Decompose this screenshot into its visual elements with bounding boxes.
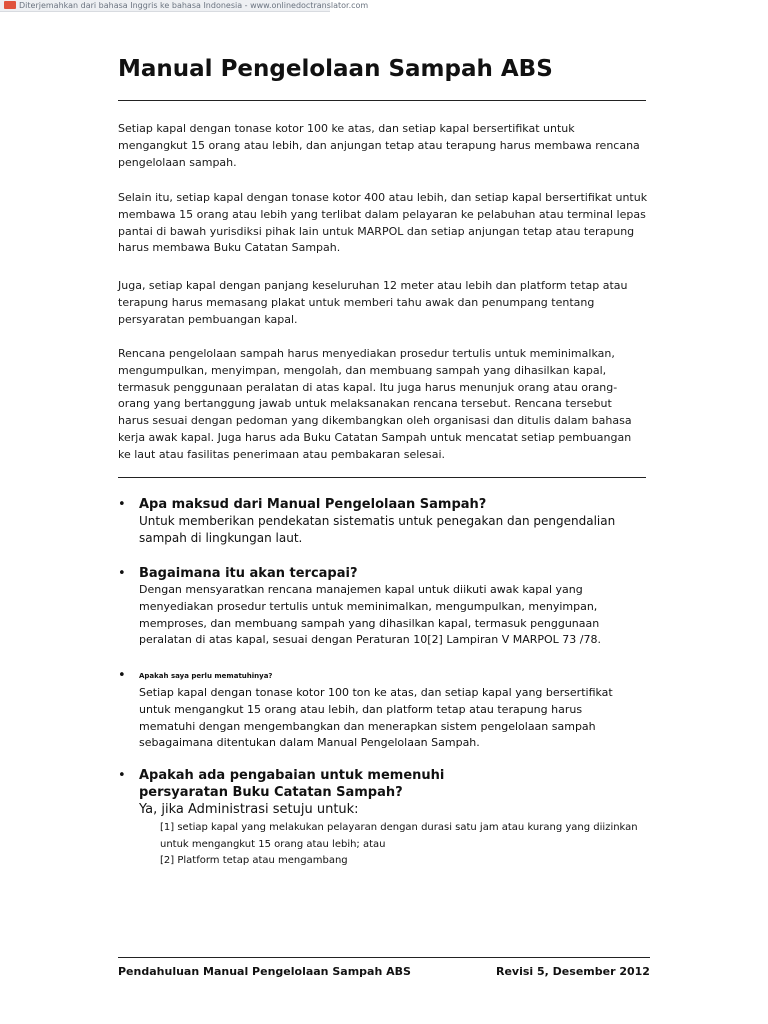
- answer-2: Dengan mensyaratkan rencana manajemen kapal untuk diikuti awak kapal yang menyediakan prosedur tertulis untuk meminimalkan, mengumpulkan, menyimpan, memproses, dan membuang sampah yang dihasilkan kapal, termasuk penggunaan peralatan di atas kapal, sesuai dengan Peraturan 10[2] Lampiran V MARPOL 73 /78.: [139, 583, 601, 647]
- question-1: Apa maksud dari Manual Pengelolaan Sampah?: [139, 497, 487, 512]
- qa-item-1: [139, 496, 639, 546]
- footer-revision: Revisi 5, Desember 2012: [496, 965, 650, 978]
- footer-title: Pendahuluan Manual Pengelolaan Sampah ABS: [118, 965, 411, 978]
- question-3: Apakah saya perlu mematuhinya?: [139, 672, 273, 680]
- page-title: Manual Pengelolaan Sampah ABS: [118, 56, 553, 82]
- section-divider: [118, 477, 646, 478]
- qa-4-sublist: [139, 820, 659, 870]
- answer-3: Setiap kapal dengan tonase kotor 100 ton ke atas, dan setiap kapal yang bersertifikat untuk mengangkut 15 orang atau lebih, dan platform tetap atau terapung harus mematuhi dengan mengembangkan dan menerapkan sistem pengelolaan sampah sebagaimana ditentukan dalam Manual Pengelolaan Sampah.: [139, 686, 613, 750]
- answer-1: Untuk memberikan pendekatan sistematis untuk penegakan dan pengendalian sampah di lingkungan laut.: [139, 514, 616, 545]
- translator-logo-icon: [4, 1, 16, 9]
- sublist-item-1-continued: untuk mengangkut 15 orang atau lebih; atau: [160, 838, 386, 850]
- qa-item-4: [139, 767, 534, 818]
- paragraph-4: Rencana pengelolaan sampah harus menyediakan prosedur tertulis untuk meminimalkan, mengumpulkan, menyimpan, mengolah, dan membuang sampah yang dihasilkan kapal, termasuk penggunaan peralatan di atas kapal. Itu juga harus menunjuk orang atau orang-orang yang bertanggung jawab untuk melaksanakan rencana tersebut. Rencana tersebut harus sesuai dengan pedoman yang dikembangkan oleh organisasi dan ditulis dalam bahasa kerja awak kapal. Juga harus ada Buku Catatan Sampah untuk mencatat setiap pembuangan ke laut atau fasilitas penerimaan atau pembakaran selesai.: [118, 347, 632, 461]
- paragraph-3: Juga, setiap kapal dengan panjang keseluruhan 12 meter atau lebih dan platform tetap atau terapung harus memasang plakat untuk memberi tahu awak dan penumpang tentang persyaratan pembuangan kapal.: [118, 279, 628, 326]
- title-divider: [118, 100, 646, 101]
- qa-item-2: [139, 565, 639, 649]
- question-4: Apakah ada pengabaian untuk memenuhi persyaratan Buku Catatan Sampah?: [139, 768, 445, 800]
- footer-divider: [118, 957, 650, 958]
- sublist-item-2: [2] Platform tetap atau mengambang: [160, 855, 348, 866]
- bullet-3: •: [118, 668, 126, 683]
- sublist-item-1: [1] setiap kapal yang melakukan pelayaran dengan durasi satu jam atau kurang yang diizinkan: [160, 822, 638, 833]
- bullet-2: •: [118, 566, 126, 581]
- translator-banner-text: Diterjemahkan dari bahasa Inggris ke bahasa Indonesia - www.onlinedoctranslator.com: [19, 1, 369, 10]
- paragraph-1: Setiap kapal dengan tonase kotor 100 ke atas, dan setiap kapal bersertifikat untuk mengangkut 15 orang atau lebih, dan anjungan tetap atau terapung harus membawa rencana pengelolaan sampah.: [118, 122, 640, 169]
- qa-item-3: [139, 671, 639, 752]
- translator-banner[interactable]: [0, 0, 369, 12]
- question-2: Bagaimana itu akan tercapai?: [139, 566, 358, 581]
- paragraph-2: Selain itu, setiap kapal dengan tonase kotor 400 atau lebih, dan setiap kapal bersertifikat untuk membawa 15 orang atau lebih yang terlibat dalam pelayaran ke pelabuhan atau terminal lepas pantai di bawah yurisdiksi pihak lain untuk MARPOL dan setiap anjungan tetap atau terapung harus membawa Buku Catatan Sampah.: [118, 191, 648, 255]
- bullet-4: •: [118, 768, 126, 783]
- answer-4: Ya, jika Administrasi setuju untuk:: [139, 802, 359, 817]
- bullet-1: •: [118, 497, 126, 512]
